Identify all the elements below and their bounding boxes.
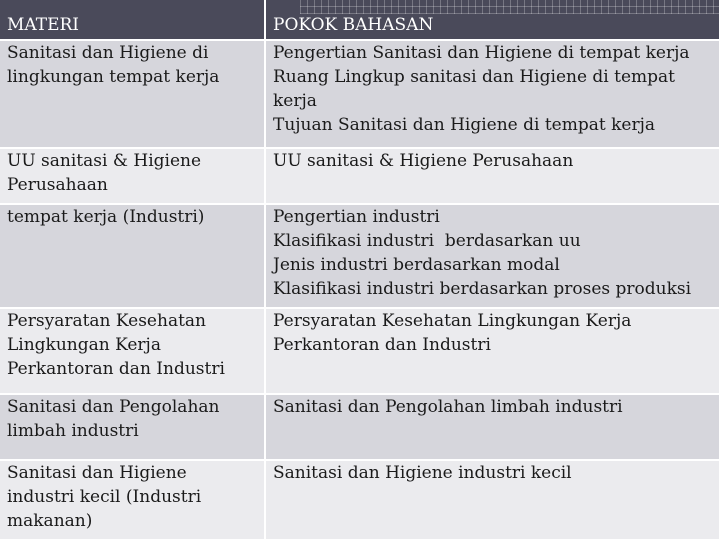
materi-text: UU sanitasi & Higiene Perusahaan [7, 151, 202, 195]
materi-cell [0, 204, 265, 308]
materi-text: Sanitasi dan Higiene industri kecil (Industri makanan) [7, 463, 202, 531]
materi-cell [0, 308, 265, 394]
table-row [0, 308, 720, 394]
pokok-item: Sanitasi dan Pengolahan limbah industri [273, 397, 623, 417]
pokok-cell [265, 148, 720, 204]
pokok-item: UU sanitasi & Higiene Perusahaan [273, 151, 574, 171]
pokok-item: Sanitasi dan Higiene industri kecil [273, 463, 572, 483]
materi-text: tempat kerja (Industri) [7, 207, 205, 227]
table-row [0, 204, 720, 308]
materi-text: Sanitasi dan Pengolahan limbah industri [7, 397, 220, 441]
pokok-cell [265, 460, 720, 540]
materi-text: Sanitasi dan Higiene di lingkungan tempat kerja [7, 43, 220, 87]
materi-cell [0, 460, 265, 540]
pokok-item: Pengertian Sanitasi dan Higiene di tempat kerja [273, 43, 690, 63]
pokok-cell [265, 308, 720, 394]
table-row [0, 394, 720, 460]
pokok-cell [265, 204, 720, 308]
pokok-item: Pengertian industri [273, 207, 440, 227]
materi-cell [0, 40, 265, 148]
pokok-item: Tujuan Sanitasi dan Higiene di tempat kerja [273, 115, 656, 135]
pokok-item: Persyaratan Kesehatan Lingkungan Kerja Perkantoran dan Industri [273, 311, 632, 355]
materi-cell [0, 148, 265, 204]
table-row [0, 460, 720, 540]
table-row [0, 40, 720, 148]
materi-text: Persyaratan Kesehatan Lingkungan Kerja Perkantoran dan Industri [7, 311, 225, 379]
pokok-item: Jenis industri berdasarkan modal [273, 255, 560, 275]
table-header-row [0, 0, 720, 40]
table-row [0, 148, 720, 204]
pokok-cell [265, 394, 720, 460]
pokok-cell [265, 40, 720, 148]
pokok-item: Ruang Lingkup sanitasi dan Higiene di tempat kerja [273, 67, 675, 111]
pokok-item: Klasifikasi industri berdasarkan proses produksi [273, 279, 692, 299]
header-materi: MATERI [0, 0, 265, 40]
pokok-item: Klasifikasi industri berdasarkan uu [273, 231, 581, 251]
materi-cell [0, 394, 265, 460]
header-pokok-bahasan: POKOK BAHASAN [265, 0, 720, 40]
